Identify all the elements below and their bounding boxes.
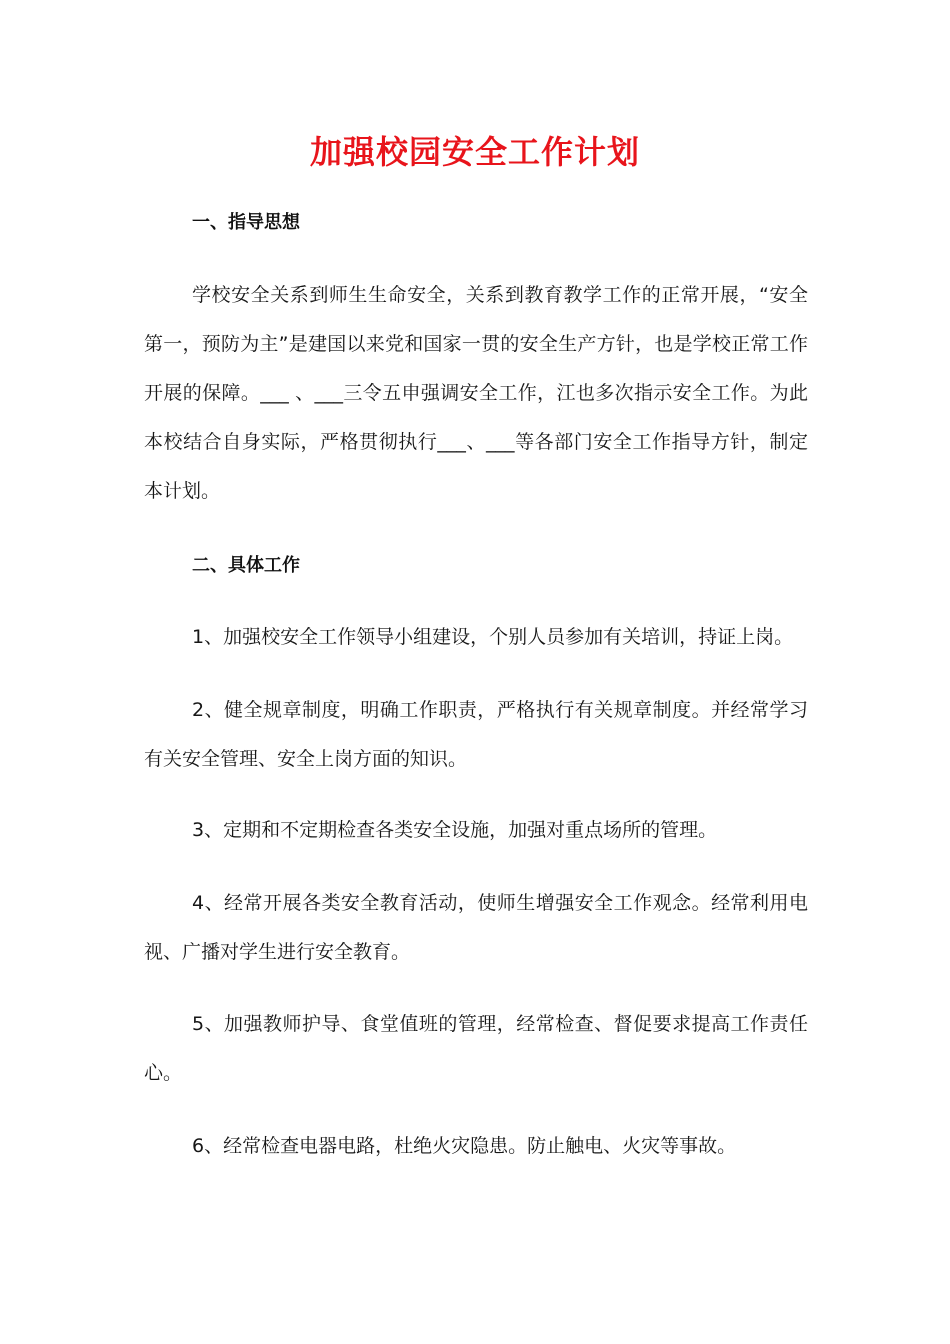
document-title: 加强校园安全工作计划 xyxy=(309,133,640,171)
list-item-6: 6、经常检查电器电路，杜绝火灾隐患。防止触电、火灾等事故。 xyxy=(192,1135,737,1157)
list-item-5: 5、加强教师护导、食堂值班的管理，经常检查、督促要求提高工作责任心。 xyxy=(144,1013,808,1084)
list-item-1: 1、加强校安全工作领导小组建设，个别人员参加有关培训，持证上岗。 xyxy=(192,626,794,648)
section-heading-specific-work: 二、具体工作 xyxy=(192,555,300,576)
list-item-4: 4、经常开展各类安全教育活动，使师生增强安全工作观念。经常利用电视、广播对学生进行安全教育。 xyxy=(144,892,808,963)
paragraph-guiding-principle: 学校安全关系到师生生命安全，关系到教育教学工作的正常开展，“安全第一，预防为主”是建国以来党和国家一贯的安全生产方针，也是学校正常工作开展的保障。___ 、___三令五申强调安全工作，江也多次指示安全工作。为此本校结合自身实际，严格贯彻执行___、___等各部门安全工作指导方针，制定本计划。 xyxy=(144,284,808,502)
section-heading-guiding-principle: 一、指导思想 xyxy=(192,212,300,233)
list-item-3: 3、定期和不定期检查各类安全设施，加强对重点场所的管理。 xyxy=(192,819,718,841)
list-item-2: 2、健全规章制度，明确工作职责，严格执行有关规章制度。并经常学习有关安全管理、安全上岗方面的知识。 xyxy=(144,699,808,770)
